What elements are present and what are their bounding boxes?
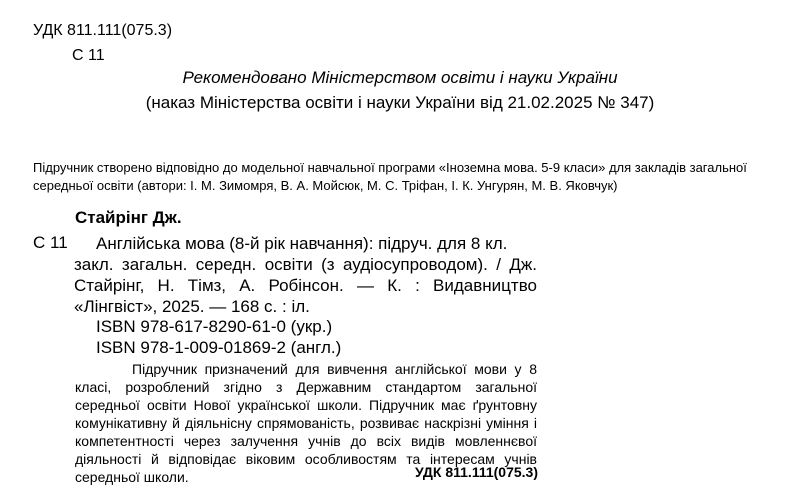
catalog-title-line: Англійська мова (8-й рік навчання): підруч. для 8 кл. [96, 234, 508, 253]
program-note: Підручник створено відповідно до модельної навчальної програми «Іноземна мова. 5-9 класи» для закладів загальної середньої освіти (автори: І. М. Зимомря, В. А. Мойсюк, М. С. Тріфан, І. К. Унгурян, М. В. Яковчук) [33, 160, 747, 193]
catalog-title-continuation: закл. загальн. середн. освіти (з аудіосупроводом). / Дж. Стайрінг, Н. Тімз, А. Робінсон. — К. : Видавництво «Лінгвіст», 2025. — 168 с. : іл. [74, 255, 537, 316]
ministry-order: (наказ Міністерства освіти і науки України від 21.02.2025 № 347) [145, 93, 655, 112]
udk-code: УДК 811.111(075.3) [33, 22, 173, 39]
udk-code-bottom: УДК 811.111(075.3) [414, 464, 538, 480]
author-sign: С 11 [72, 47, 105, 64]
isbn-eng: ISBN 978-1-009-01869-2 (англ.) [96, 338, 342, 357]
annotation: Підручник призначений для вивчення англійської мови у 8 класі, розроблений згідно з Державним стандартом загальної середньої освіти Нової української школи. Підручник має ґрунтовну комунікативну й діяльнісну спрямованість, розвиває наскрізні уміння і компетентності через залучення учнів до всіх видів мовленнєвої діяльності й відповідає віковим особливостям та інтересам учнів середньої школи. [75, 361, 537, 485]
catalog-sign: С 11 [33, 233, 68, 252]
catalog-author: Стайрінг Дж. [75, 208, 182, 227]
catalog-description [74, 233, 537, 317]
isbn-ukr: ISBN 978-617-8290-61-0 (укр.) [96, 317, 333, 336]
ministry-recommendation: Рекомендовано Міністерством освіти і науки України [182, 68, 618, 87]
